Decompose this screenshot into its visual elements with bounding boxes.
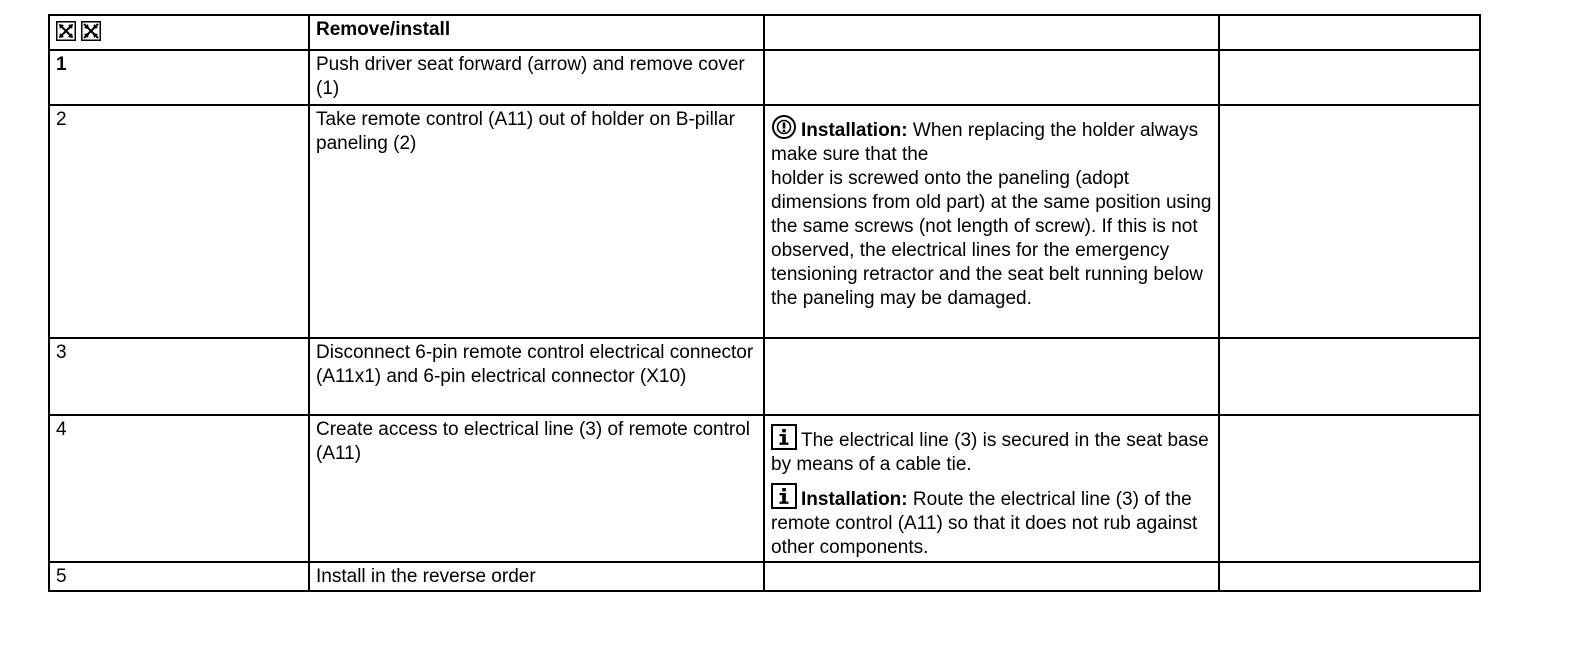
empty-cell: [1219, 415, 1480, 562]
step-number: 2: [49, 105, 309, 338]
empty-cell: [1219, 105, 1480, 338]
table-row: [49, 338, 1480, 415]
note-text: The electrical line (3) is secured in the seat base by means of a cable tie.: [771, 430, 1209, 475]
warning-icon: [771, 114, 797, 140]
header-title: Remove/install: [309, 15, 764, 50]
step-instruction: Install in the reverse order: [309, 562, 764, 591]
note-cell: [764, 105, 1219, 338]
table-row: [49, 50, 1480, 105]
empty-cell: [1219, 562, 1480, 591]
install-icon: [81, 21, 101, 41]
note-text: Route the electrical line (3) of the remote control (A11) so that it does not rub against other components.: [771, 489, 1198, 558]
header-icons-cell: [49, 15, 309, 50]
remove-icon: [56, 21, 76, 41]
step-number: 3: [49, 338, 309, 415]
note-cell: [764, 50, 1219, 105]
step-instruction: Create access to electrical line (3) of remote control (A11): [309, 415, 764, 562]
header-empty-cell: [764, 15, 1219, 50]
installation-note: [771, 114, 1213, 311]
step-number: 1: [49, 50, 309, 105]
table-row: [49, 562, 1480, 591]
step-number: 5: [49, 562, 309, 591]
step-instruction: Push driver seat forward (arrow) and remove cover (1): [309, 50, 764, 105]
table-row: [49, 415, 1480, 562]
note-cell: [764, 562, 1219, 591]
procedure-table: [48, 14, 1481, 592]
step-instruction: Disconnect 6-pin remote control electrical connector (A11x1) and 6-pin electrical connector (X10): [309, 338, 764, 415]
note-text: holder is screwed onto the paneling (adopt dimensions from old part) at the same position using the same screws (not length of screw). If this is not observed, the electrical lines for the emergency tensioning retractor and the seat belt running below the paneling may be damaged.: [771, 168, 1212, 309]
note-label: Installation:: [801, 120, 908, 141]
empty-cell: [1219, 50, 1480, 105]
table-header-row: [49, 15, 1480, 50]
info-icon: [771, 483, 797, 509]
note-text: When replacing the holder always make sure that the: [771, 120, 1199, 165]
table-row: [49, 105, 1480, 338]
step-instruction: Take remote control (A11) out of holder on B-pillar paneling (2): [309, 105, 764, 338]
header-empty-cell: [1219, 15, 1480, 50]
note-label: Installation:: [801, 489, 908, 510]
note-cell: [764, 338, 1219, 415]
installation-note: [771, 483, 1213, 560]
info-note: [771, 424, 1213, 477]
empty-cell: [1219, 338, 1480, 415]
note-cell: [764, 415, 1219, 562]
info-icon: [771, 424, 797, 450]
step-number: 4: [49, 415, 309, 562]
